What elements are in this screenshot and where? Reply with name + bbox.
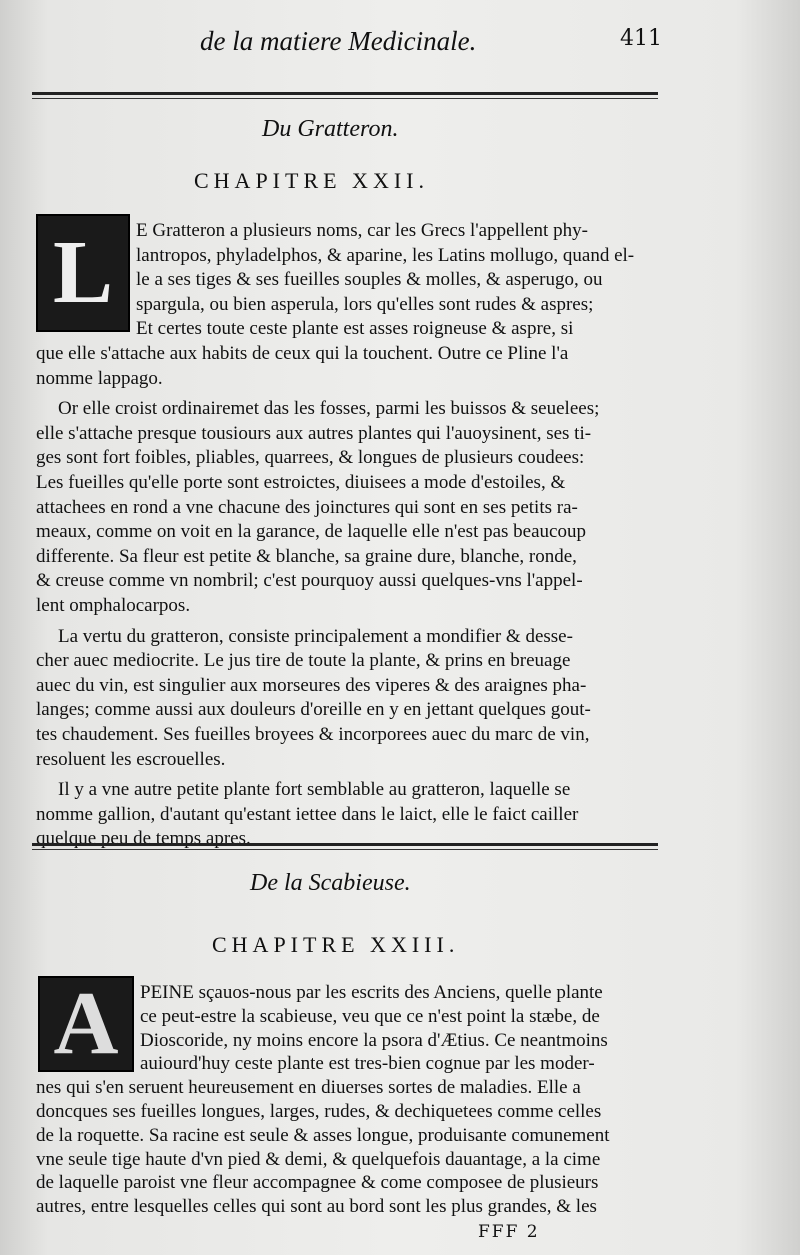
text-line: le a ses tiges & ses fueilles souples & molles, & asperugo, ou xyxy=(136,269,603,291)
text-line: de la roquette. Sa racine est seule & asses longue, produisante comunement xyxy=(36,1124,610,1146)
text-line: attachees en rond a vne chacune des joinctures qui sont en ses petits ra- xyxy=(36,496,578,518)
text-line: nomme gallion, d'autant qu'estant iettee dans le laict, elle le faict cailler xyxy=(36,803,579,825)
drop-cap-letter: A xyxy=(53,974,119,1073)
section-rule xyxy=(32,843,658,846)
section-title-gratteron: Du Gratteron. xyxy=(262,116,399,142)
text-line: ges sont fort foibles, pliables, quarrees, & longues de plusieurs coudees: xyxy=(36,447,585,469)
section-title-scabieuse: De la Scabieuse. xyxy=(250,870,411,896)
text-line: ce peut-estre la scabieuse, veu que ce n'est point la stæbe, de xyxy=(140,1005,600,1027)
text-line: Et certes toute ceste plante est asses roigneuse & aspre, si xyxy=(136,318,574,340)
drop-cap-letter: L xyxy=(52,223,114,322)
drop-cap-a xyxy=(38,976,134,1072)
chapter-title-22: CHAPITRE XXII. xyxy=(194,168,429,193)
text-line: PEINE sçauos-nous par les escrits des Anciens, quelle plante xyxy=(140,982,603,1003)
text-line: La vertu du gratteron, consiste principalement a mondifier & desse- xyxy=(58,625,573,647)
text-line: cher auec mediocrite. Le jus tire de toute la plante, & prins en breuage xyxy=(36,650,571,672)
text-line: resoluent les escrouelles. xyxy=(36,748,226,770)
text-line: autres, entre lesquelles celles qui sont au bord sont les plus grandes, & les xyxy=(36,1196,597,1218)
text-line: auec du vin, est singulier aux morseures des viperes & des araignes pha- xyxy=(36,674,587,696)
drop-cap-l xyxy=(36,214,130,332)
text-line: que elle s'attache aux habits de ceux qui la touchent. Outre ce Pline l'a xyxy=(36,343,569,364)
text-line: auiourd'huy ceste plante est tres-bien cognue par les moder- xyxy=(140,1053,595,1075)
page-number: 411 xyxy=(620,26,662,51)
text-line: vne seule tige haute d'vn pied & demi, & quelquefois dauantage, a la cime xyxy=(36,1148,601,1170)
page-header xyxy=(0,22,800,62)
text-line: lantropos, phyladelphos, & aparine, les Latins mollugo, quand el- xyxy=(136,244,635,266)
chapter-title-23: CHAPITRE XXIII. xyxy=(212,932,460,957)
text-line: lent omphalocarpos. xyxy=(36,595,191,616)
running-title: de la matiere Medicinale. xyxy=(200,26,477,56)
text-line: nes qui s'en seruent heureusement en diuerses sortes de maladies. Elle a xyxy=(36,1077,581,1099)
text-line: E Gratteron a plusieurs noms, car les Grecs l'appellent phy- xyxy=(136,220,588,241)
text-line: Les fueilles qu'elle porte sont estroictes, diuisees a mode d'estoiles, & xyxy=(36,472,566,493)
text-line: langes; comme aussi aux douleurs d'oreille en y en jettant quelques gout- xyxy=(36,699,591,721)
header-rule-thin xyxy=(32,98,658,99)
text-line: Dioscoride, ny moins encore la psora d'Ætius. Ce neantmoins xyxy=(140,1029,608,1051)
header-rule xyxy=(32,92,658,95)
section-rule-thin xyxy=(32,849,658,850)
text-line: differente. Sa fleur est petite & blanche, sa graine dure, blanche, ronde, xyxy=(36,545,577,567)
text-line: quelque peu de temps apres. xyxy=(36,828,251,850)
text-line: tes chaudement. Ses fueilles broyees & incorporees auec du marc de vin, xyxy=(36,724,590,745)
text-line: elle s'attache presque tousiours aux autres plantes qui l'auoysinent, ses ti- xyxy=(36,422,592,444)
text-line: nomme lappago. xyxy=(36,367,163,389)
signature-mark: FFF 2 xyxy=(478,1222,540,1242)
text-line: & creuse comme vn nombril; c'est pourquoy aussi quelques-vns l'appel- xyxy=(36,570,583,592)
text-line: Or elle croist ordinairemet das les fosses, parmi les buissos & seuelees; xyxy=(58,398,600,420)
text-line: doncques ses fueilles longues, larges, rudes, & dechiquetees comme celles xyxy=(36,1101,602,1122)
text-line: Il y a vne autre petite plante fort semblable au gratteron, laquelle se xyxy=(58,779,571,801)
text-line: meaux, comme on voit en la garance, de laquelle elle n'est pas beaucoup xyxy=(36,521,586,543)
text-line: de laquelle paroist vne fleur accompagnee & come composee de plusieurs xyxy=(36,1172,599,1194)
text-line: spargula, ou bien asperula, lors qu'elles sont rudes & aspres; xyxy=(136,293,594,315)
